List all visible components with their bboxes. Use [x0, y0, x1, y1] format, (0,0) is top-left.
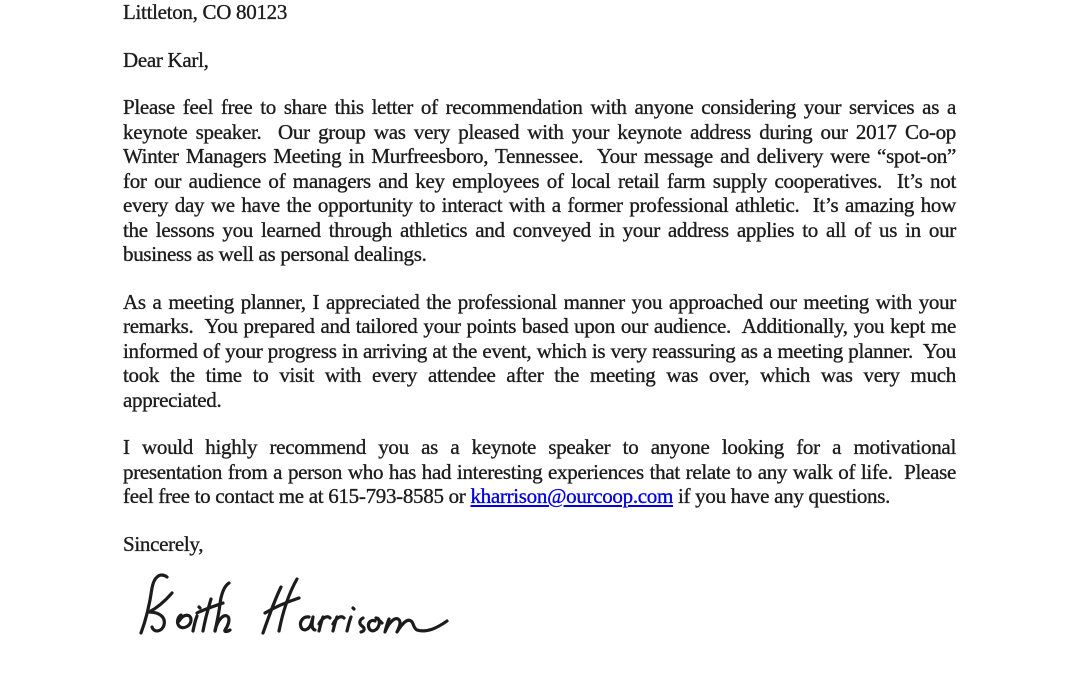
handwritten-signature-keith-harrison — [139, 570, 451, 646]
paragraph-meeting-planner: As a meeting planner, I appreciated the professional manner you approached our meeting with your remarks. You prepared and tailored your points based upon our audience. Additionally, you kept me informed of your progress in arriving at the event, which is very reassuring as a meeting planner. You took the time to visit with every attendee after the meeting was over, which was very much appreciated. — [123, 289, 961, 412]
closing: Sincerely, — [123, 531, 204, 556]
address-city-line: Littleton, CO 80123 — [123, 0, 288, 24]
signature-block — [139, 570, 956, 648]
salutation: Dear Karl, — [123, 47, 209, 72]
contact-text-before-link: I would highly recommend you as a keynote speaker to anyone looking for a motivational presentation from a person who has had interesting experiences that relate to any walk of life. Please feel free to contact me at 615-793-8585 or — [123, 435, 961, 508]
letter-body — [123, 0, 961, 648]
paragraph-keynote-recommendation: Please feel free to share this letter of recommendation with anyone considering your services as a keynote speaker. Our group was very pleased with your keynote address during our 2017 Co-op Winter Managers Meeting in Murfreesboro, Tennessee. Your message and delivery were “spot-on” for our audience of managers and key employees of local retail farm supply cooperatives. It’s not every day we have the opportunity to interact with a former professional athletic. It’s amazing how the lessons you learned through athletics and conveyed in your address applies to all of us in our business as well as personal dealings. — [123, 95, 961, 266]
contact-text-after-link: if you have any questions. — [673, 484, 891, 508]
paragraph-contact — [123, 435, 961, 509]
email-link[interactable]: kharrison@ourcoop.com — [470, 484, 674, 508]
